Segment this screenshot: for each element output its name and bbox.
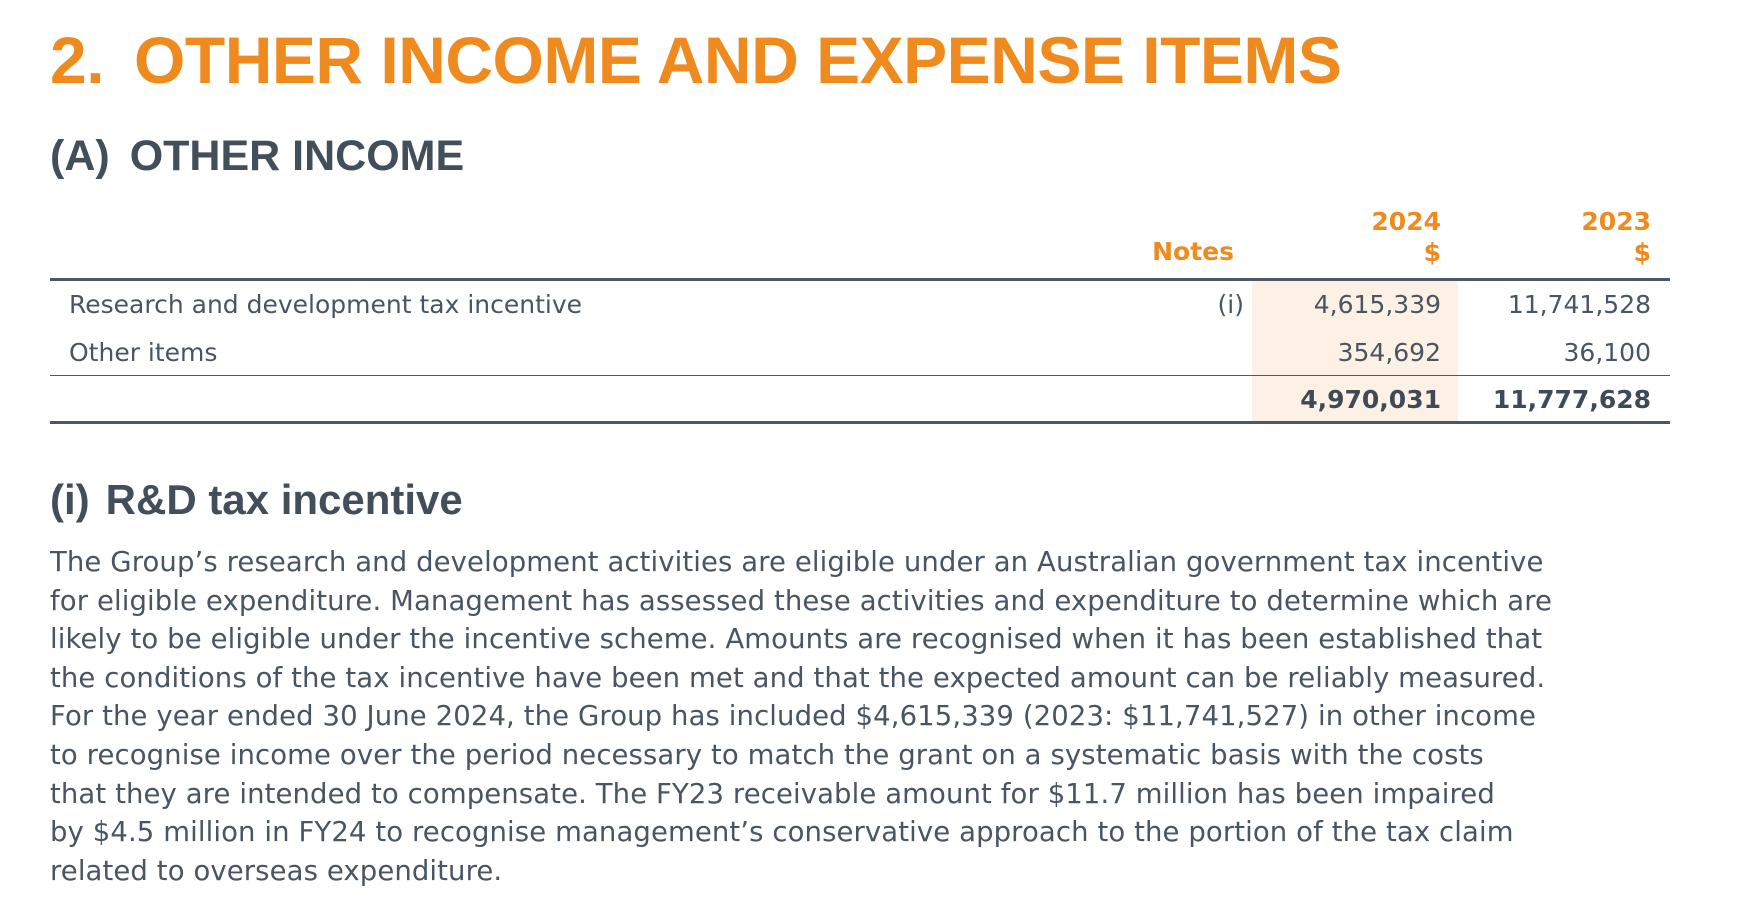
paragraph-line: The Group’s research and development activities are eligible under an Australian government tax incentive xyxy=(50,546,1544,578)
paragraph-line: that they are intended to compensate. The FY23 receivable amount for $11.7 million has been impaired xyxy=(50,777,1495,810)
column-unit: $ xyxy=(1633,238,1651,267)
table-total-row xyxy=(50,376,1670,424)
column-header-2024 xyxy=(1371,206,1441,268)
column-header-2023 xyxy=(1581,206,1651,268)
paragraph-line: likely to be eligible under the incentive scheme. Amounts are recognised when it has been established that xyxy=(50,623,1543,656)
paragraph-line: For the year ended 30 June 2024, the Group has included $4,615,339 (2023: $11,741,527) in other income xyxy=(50,700,1537,733)
row-value-2023: 36,100 xyxy=(1563,338,1651,367)
column-unit: $ xyxy=(1423,238,1441,267)
row-value-2024: 4,615,339 xyxy=(1313,290,1441,319)
row-value-2023: 11,741,528 xyxy=(1507,290,1651,319)
subsection-title-rd-tax-incentive xyxy=(50,476,463,524)
section-title-text: OTHER INCOME xyxy=(129,132,465,180)
section-title-other-income xyxy=(50,132,464,181)
table-row xyxy=(50,329,1670,376)
page-title-text: OTHER INCOME AND EXPENSE ITEMS xyxy=(134,23,1342,97)
row-note: (i) xyxy=(1217,290,1244,319)
row-label: Research and development tax incentive xyxy=(69,290,583,319)
section-number: (A) xyxy=(50,132,110,180)
total-value-2023: 11,777,628 xyxy=(1492,385,1651,414)
paragraph-line: the conditions of the tax incentive have been met and that the expected amount can be reliably measured. xyxy=(50,661,1546,694)
column-year: 2023 xyxy=(1581,207,1651,236)
notes-column-header: Notes xyxy=(1152,237,1234,266)
table-header xyxy=(50,200,1670,281)
page-title-number: 2. xyxy=(50,23,105,97)
paragraph-line: for eligible expenditure. Management has assessed these activities and expenditure to determine which are xyxy=(50,584,1553,617)
total-value-2024: 4,970,031 xyxy=(1300,385,1441,414)
rd-tax-incentive-paragraph xyxy=(50,543,1670,890)
other-income-table xyxy=(50,200,1670,424)
row-value-2024: 354,692 xyxy=(1337,338,1441,367)
subsection-number: (i) xyxy=(50,476,90,523)
paragraph-line: by $4.5 million in FY24 to recognise management’s conservative approach to the portion of the tax claim xyxy=(50,816,1514,849)
column-year: 2024 xyxy=(1371,207,1441,236)
table-row xyxy=(50,281,1670,329)
paragraph-line: to recognise income over the period necessary to match the grant on a systematic basis with the costs xyxy=(50,738,1484,771)
subsection-title-text: R&D tax incentive xyxy=(105,476,463,523)
row-label: Other items xyxy=(69,338,218,367)
paragraph-line: related to overseas expenditure. xyxy=(50,854,503,887)
page-title xyxy=(50,22,1341,98)
